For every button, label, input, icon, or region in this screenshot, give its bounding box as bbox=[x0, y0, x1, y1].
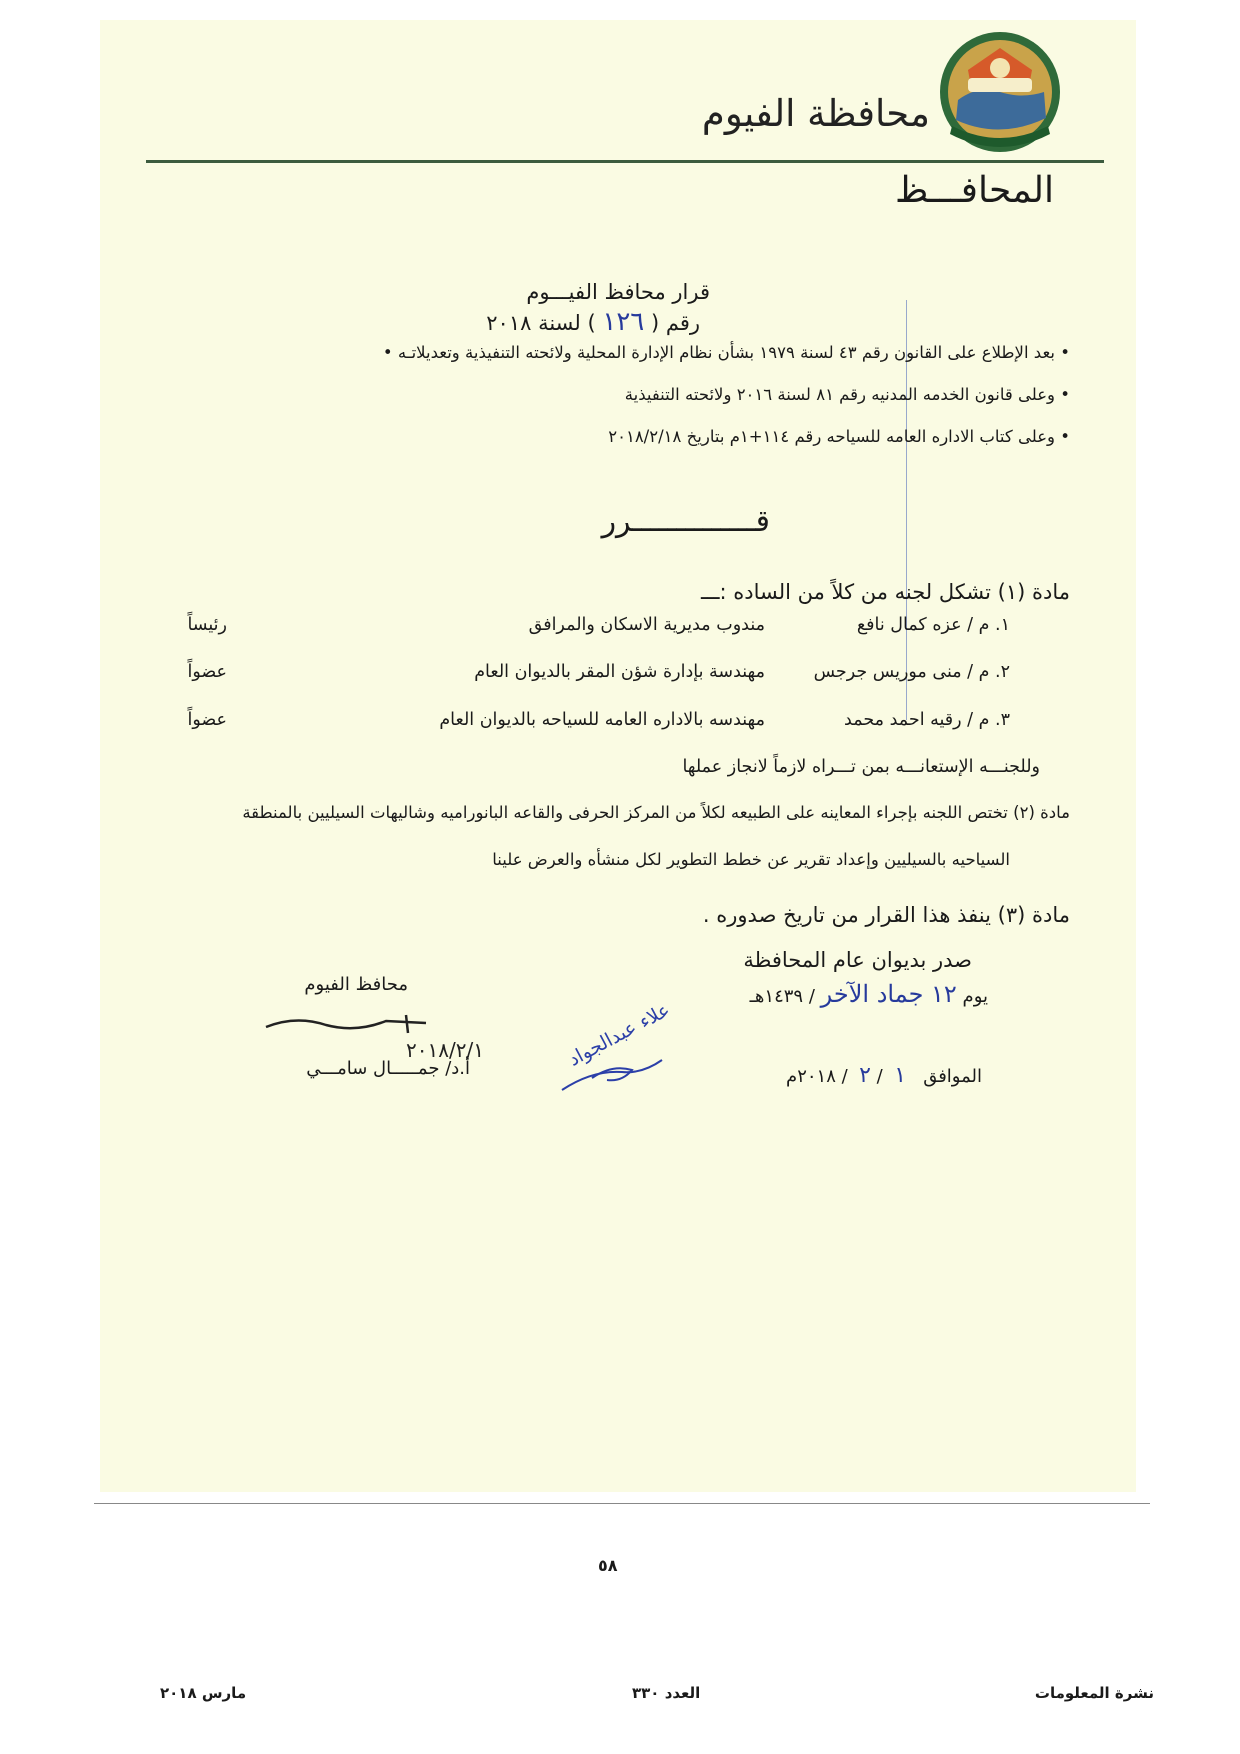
hijri-suffix: / ١٤٣٩هـ bbox=[749, 986, 815, 1007]
member-name: ٢. م / منى موريس جرجس bbox=[813, 662, 1010, 682]
secondary-signature bbox=[552, 1000, 682, 1100]
member-role: عضواً bbox=[187, 662, 227, 682]
whereas-clause: • وعلى قانون الخدمه المدنيه رقم ٨١ لسنة ٢٠١٦ ولائحته التنفيذية bbox=[624, 385, 1070, 404]
decree-title: قرار محافظ الفيـــوم bbox=[526, 280, 710, 304]
member-position: مهندسه بالاداره العامه للسياحه بالديوان العام bbox=[439, 710, 765, 730]
page-number: ٥٨ bbox=[598, 1556, 618, 1575]
article-2-line: مادة (٢) تختص اللجنه بإجراء المعاينه على الطبيعه لكلاً من المركز الحرفى والقاعه البانوراميه وشاليهات السيليين بالمنطقة bbox=[242, 803, 1070, 822]
member-role: عضواً bbox=[187, 710, 227, 730]
signatory-title: محافظ الفيوم bbox=[304, 974, 408, 995]
footer-issue: العدد ٣٣٠ bbox=[632, 1684, 701, 1702]
signatory-name: أ.د/ جمـــــال سامـــي bbox=[306, 1058, 470, 1079]
issued-at: صدر بديوان عام المحافظة bbox=[743, 948, 972, 972]
gregorian-label: الموافق bbox=[923, 1066, 982, 1087]
whereas-clause: • بعد الإطلاع على القانون رقم ٤٣ لسنة ١٩٧٩ بشأن نظام الإدارة المحلية ولائحته التنفيذية وتعديلاتـه • bbox=[382, 343, 1070, 362]
scan-crease-line bbox=[906, 300, 907, 720]
governor-role-title: المحافـــظ bbox=[894, 170, 1054, 211]
governor-signature bbox=[256, 1005, 484, 1065]
footer-publication: نشرة المعلومات bbox=[1034, 1684, 1154, 1702]
issue-day-line bbox=[750, 980, 988, 1008]
article-2-line: السياحيه بالسيليين وإعداد تقرير عن خطط التطوير لكل منشأه والعرض علينا bbox=[492, 850, 1010, 869]
member-role: رئيساً bbox=[187, 615, 227, 635]
greg-month: ٢ bbox=[859, 1063, 871, 1088]
header-divider bbox=[146, 160, 1104, 163]
greg-day: ١ bbox=[894, 1063, 907, 1088]
decree-number-suffix: ) لسنة ٢٠١٨ bbox=[486, 311, 596, 335]
signature-handwritten-date: ٢٠١٨/٢/١ bbox=[406, 1038, 484, 1062]
decree-number-handwritten: ١٢٦ bbox=[602, 307, 645, 337]
member-position: مندوب مديرية الاسكان والمرافق bbox=[528, 615, 765, 635]
decided-heading: قــــــــــــــرر bbox=[601, 504, 770, 539]
governorate-seal bbox=[938, 30, 1062, 154]
day-handwritten: ١٢ جماد الآخر bbox=[820, 980, 957, 1008]
member-name: ٣. م / رقيه احمد محمد bbox=[844, 710, 1010, 730]
governorate-name: محافظة الفيوم bbox=[701, 92, 930, 135]
decree-number bbox=[486, 307, 700, 337]
day-label: يوم bbox=[962, 986, 988, 1007]
greg-year: / ٢٠١٨م bbox=[786, 1066, 848, 1087]
article-1-heading: مادة (١) تشكل لجنه من كلاً من الساده :ـــ bbox=[701, 580, 1070, 604]
member-position: مهندسة بإدارة شؤن المقر بالديوان العام bbox=[474, 662, 765, 682]
decree-number-prefix: رقم ( bbox=[650, 311, 700, 335]
scanned-page bbox=[100, 20, 1136, 1492]
secondary-signature-text: علاء عبدالجواد bbox=[564, 998, 674, 1071]
footer-date: مارس ٢٠١٨ bbox=[160, 1684, 247, 1702]
committee-note: وللجنـــه الإستعانـــه بمن تـــراه لازماً لانجاز عملها bbox=[682, 757, 1040, 777]
whereas-clause: • وعلى كتاب الاداره العامه للسياحه رقم ١١٤+١م بتاريخ ٢٠١٨/٢/١٨ bbox=[608, 427, 1070, 446]
gregorian-line: الموافق ١ / ٢ / ٢٠١٨م bbox=[786, 1063, 982, 1088]
member-name: ١. م / عزه كمال نافع bbox=[856, 615, 1010, 635]
article-3-text: مادة (٣) ينفذ هذا القرار من تاريخ صدوره . bbox=[702, 903, 1070, 927]
page-bottom-divider bbox=[94, 1503, 1150, 1504]
